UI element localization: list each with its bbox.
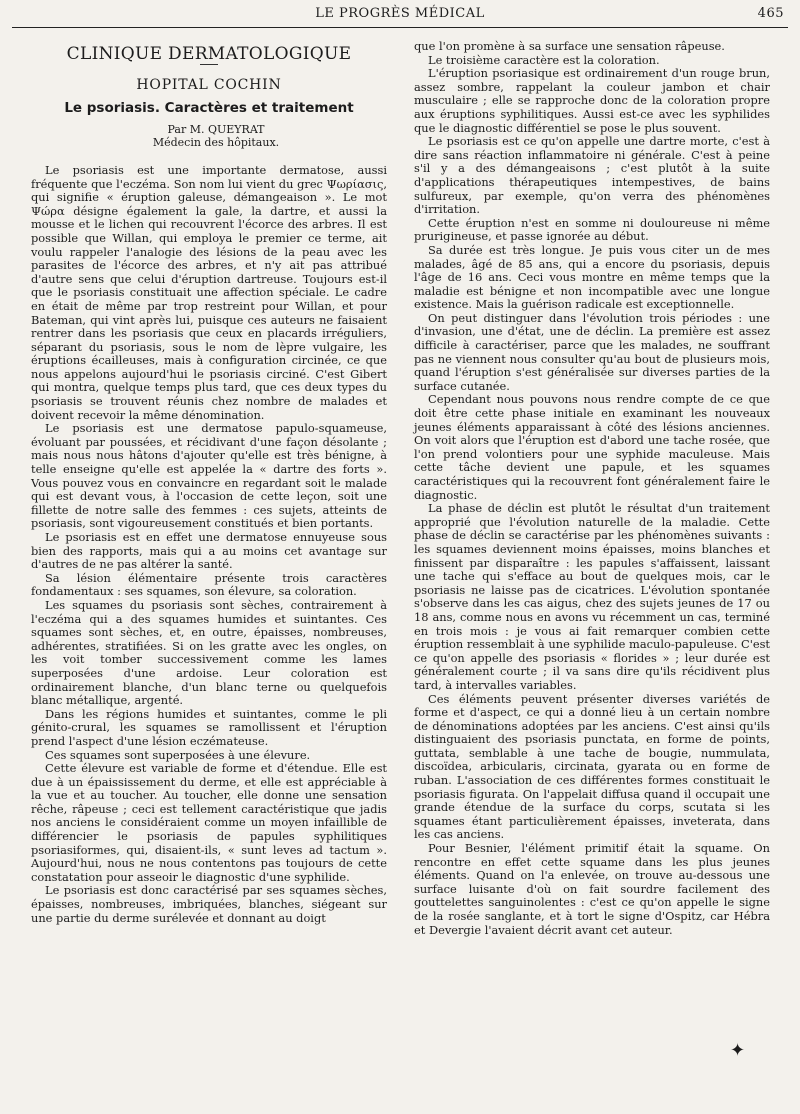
paragraph: L'éruption psoriasique est ordinairement d'un rouge brun, assez sombre, rappelant la couleur jambon et chair musculaire ; elle se rapproche donc de la coloration propre aux éruptions syphilitiques. Aussi est-ce avec les syphilides que le diagnostic différentiel se pose le plus souvent. bbox=[414, 66, 770, 135]
paragraph: Ces éléments peuvent présenter diverses variétés de forme et d'aspect, ce qui a donné lieu à un certain nombre de dénominations adoptées par les anciens. C'est ainsi qu'ils distinguaient des psoriasis punctata, en forme de points, guttata, semblable à une tache de bougie, nummulata, discoïdea, arbicularis, circinata, gyarata ou en forme de ruban. L'association de ces différentes formes constituait le psoriasis figurata. On l'appelait diffusa quand il occupait une grande étendue de la surface du corps, scutata si les squames étant particulièrement épaisses, inveterata, dans les cas anciens. bbox=[414, 691, 770, 842]
paragraph: Pour Besnier, l'élément primitif était la squame. On rencontre en effet cette squame dans les plus jeunes éléments. Quand on l'a enlevée, on trouve au-dessous une surface luisante d'où on fait sourdre facilement des gouttelettes sanguinolentes : c'est ce qu'on appelle le signe de la rosée sanglante, et à tort le signe d'Ospitz, car Hébra et Devergie l'avaient décrit avant cet auteur. bbox=[414, 841, 770, 937]
paragraph: Cependant nous pouvons nous rendre compte de ce que doit être cette phase initiale en examinant les nouveaux jeunes éléments apparaissant à côté des lésions anciennes. On voit alors que l'éruption est d'abord une tache rosée, que l'on prend volontiers pour une syphide maculeuse. Mais cette tâche devient une papule, et les squames caractéristiques qui la recouvrent font généralement faire le diagnostic. bbox=[414, 392, 770, 502]
running-header bbox=[16, 6, 784, 26]
author-role: Médecin des hôpitaux. bbox=[152, 136, 280, 150]
hospital-name: HOPITAL COCHIN bbox=[136, 76, 282, 93]
left-column bbox=[31, 38, 387, 925]
paragraph: Les squames du psoriasis sont sèches, contrairement à l'eczéma qui a des squames humides et suintantes. Ces squames sont sèches, et, en outre, épaisses, nombreuses, adhérentes, stratifiées. Si on les gratte avec les ongles, on les voit tomber successivement comme les lames superposées d'une ardoise. Leur coloration est ordinairement blanche, d'un blanc terne ou quelquefois blanc métallique, argenté. bbox=[31, 597, 387, 708]
paragraph: Le troisième caractère est la coloration. bbox=[428, 52, 660, 67]
right-column bbox=[414, 40, 770, 937]
paragraph: Sa lésion élémentaire présente trois caractères fondamentaux : ses squames, son élevure, sa coloration. bbox=[31, 570, 387, 599]
article-title: Le psoriasis. Caractères et traitement bbox=[64, 100, 354, 117]
paragraph: Le psoriasis est donc caractérisé par ses squames sèches, épaisses, nombreuses, imbriquées, blanches, siégeant sur une partie du derme surélevée et donnant au doigt bbox=[31, 883, 387, 925]
paragraph: Cette éruption n'est en somme ni douloureuse ni même prurigineuse, et passe ignorée au début. bbox=[414, 215, 770, 244]
left-body bbox=[31, 164, 387, 925]
author-line: Par M. QUEYRAT bbox=[167, 122, 265, 136]
paragraph: Cette élevure est variable de forme et d'étendue. Elle est due à un épaississement du derme, et elle est appréciable à la vue et au toucher. Au toucher, elle donne une sensation rêche, râpeuse ; ceci est tellement caractéristique que jadis nos anciens le considéraient comme un moyen infaillible de différencier le psoriasis de papules syphilitiques psoriasiformes, qui, disaient-ils, « sunt leves ad tactum ». Aujourd'hui, nous ne nous contentons pas toujours de cette constatation pour asseoir le diagnostic d'une syphilide. bbox=[31, 761, 387, 884]
paragraph: Dans les régions humides et suintantes, comme le pli génito-crural, les squames se ramollissent et l'éruption prend l'aspect d'une lésion eczémateuse. bbox=[31, 706, 387, 748]
page-number: 465 bbox=[757, 6, 784, 21]
header-rule bbox=[12, 27, 788, 28]
paragraph: Le psoriasis est une dermatose papulo-squameuse, évoluant par poussées, et récidivant d'une façon désolante ; mais nous nous hâtons d'ajouter qu'elle est très bénigne, à telle enseigne qu'elle est appelée la « dartre des forts ». Vous pouvez vous en convaincre en regardant soit le malade qui est devant vous, à l'occasion de cette leçon, soit une fillette de notre salle des femmes : ces sujets, atteints de psoriasis, sont vigoureusement constitués et bien portants. bbox=[31, 421, 387, 531]
paragraph: Le psoriasis est une importante dermatose, aussi fréquente que l'eczéma. Son nom lui vient du grec Ψωρίασις, qui signifie « éruption galeuse, démangeaison ». Le mot Ψώρα désigne également la gale, la dartre, et aussi la mousse et le lichen qui recouvrent l'écorce des arbres. Il est possible que Willan, qui employa le premier ce terme, ait voulu rappeler l'analogie des lésions de la peau avec les parasites de l'écorce des arbres, et n'y ait pas attribué d'autre sens que celui d'éruption dartreuse. Toujours est-il que le psoriasis constituait une affection spéciale. Le cadre en était de même par trop restreint pour Willan, et pour Bateman, qui vint après lui, puisque ces auteurs ne faisaient rentrer dans les psoriasis que ceux en placards irréguliers, séparant du psoriasis, sous le nom de lèpre vulgaire, les éruptions écailleuses, mais à configuration circinée, ce que nous appelons aujourd'hui le psoriasis circiné. C'est Gibert qui montra, quelque temps plus tard, que ces deux types du psoriasis se trouvent réunis chez nombre de malades et doivent recevoir la même dénomination. bbox=[31, 162, 387, 422]
journal-title: LE PROGRÈS MÉDICAL bbox=[315, 6, 485, 21]
paragraph: Sa durée est très longue. Je puis vous citer un de mes malades, âgé de 85 ans, qui a encore du psoriasis, depuis l'âge de 16 ans. Ceci vous montre en même temps que la maladie est bénigne et non incompatible avec une longue existence. Mais la guérison radicale est exceptionnelle. bbox=[414, 242, 770, 312]
paragraph: Le psoriasis est en effet une dermatose ennuyeuse sous bien des rapports, mais qui a au moins cet avantage sur d'autres de ne pas altérer la santé. bbox=[31, 530, 387, 572]
section-title: CLINIQUE DERMATOLOGIQUE bbox=[66, 44, 352, 64]
paragraph: La phase de déclin est plutôt le résultat d'un traitement approprié que l'évolution naturelle de la maladie. Cette phase de déclin se caractérise par les phénomènes suivants : les squames deviennent moins épaisses, moins blanches et finissent par disparaître : les papules s'affaissent, laissant une tache qui s'efface au bout de quelques mois, car le psoriasis ne laisse pas de cicatrices. L'évolution spontanée s'observe dans les cas aigus, chez des sujets jeunes de 17 ou 18 ans, comme nous en avons vu récemment un cas, terminé en trois mois : je vous ai fait remarquer combien cette éruption ressemblait à une syphilide maculo-papuleuse. C'est ce qu'on appelle des psoriasis « florides » ; leur durée est généralement courte ; il va sans dire qu'ils récidivent plus tard, à intervalles variables. bbox=[414, 501, 770, 692]
paragraph: Le psoriasis est ce qu'on appelle une dartre morte, c'est à dire sans réaction inflammatoire ni générale. C'est à peine s'il y a des démangeaisons ; c'est plutôt à la suite d'applications thérapeutiques intempestives, de bains sulfureux, par exemple, qu'on verra des phénomènes d'irritation. bbox=[414, 134, 770, 217]
paragraph: Ces squames sont superposées à une élevure. bbox=[45, 747, 311, 762]
paragraph: On peut distinguer dans l'évolution trois périodes : une d'invasion, une d'état, une de déclin. La première est assez difficile à caractériser, parce que les malades, ne souffrant pas ne viennent nous consulter qu'au bout de plusieurs mois, quand l'éruption s'est généralisée sur diverses parties de la surface cutanée. bbox=[414, 310, 770, 393]
paragraph: que l'on promène à sa surface une sensation râpeuse. bbox=[414, 39, 725, 53]
end-ornament-icon: ✦ bbox=[730, 1040, 746, 1061]
